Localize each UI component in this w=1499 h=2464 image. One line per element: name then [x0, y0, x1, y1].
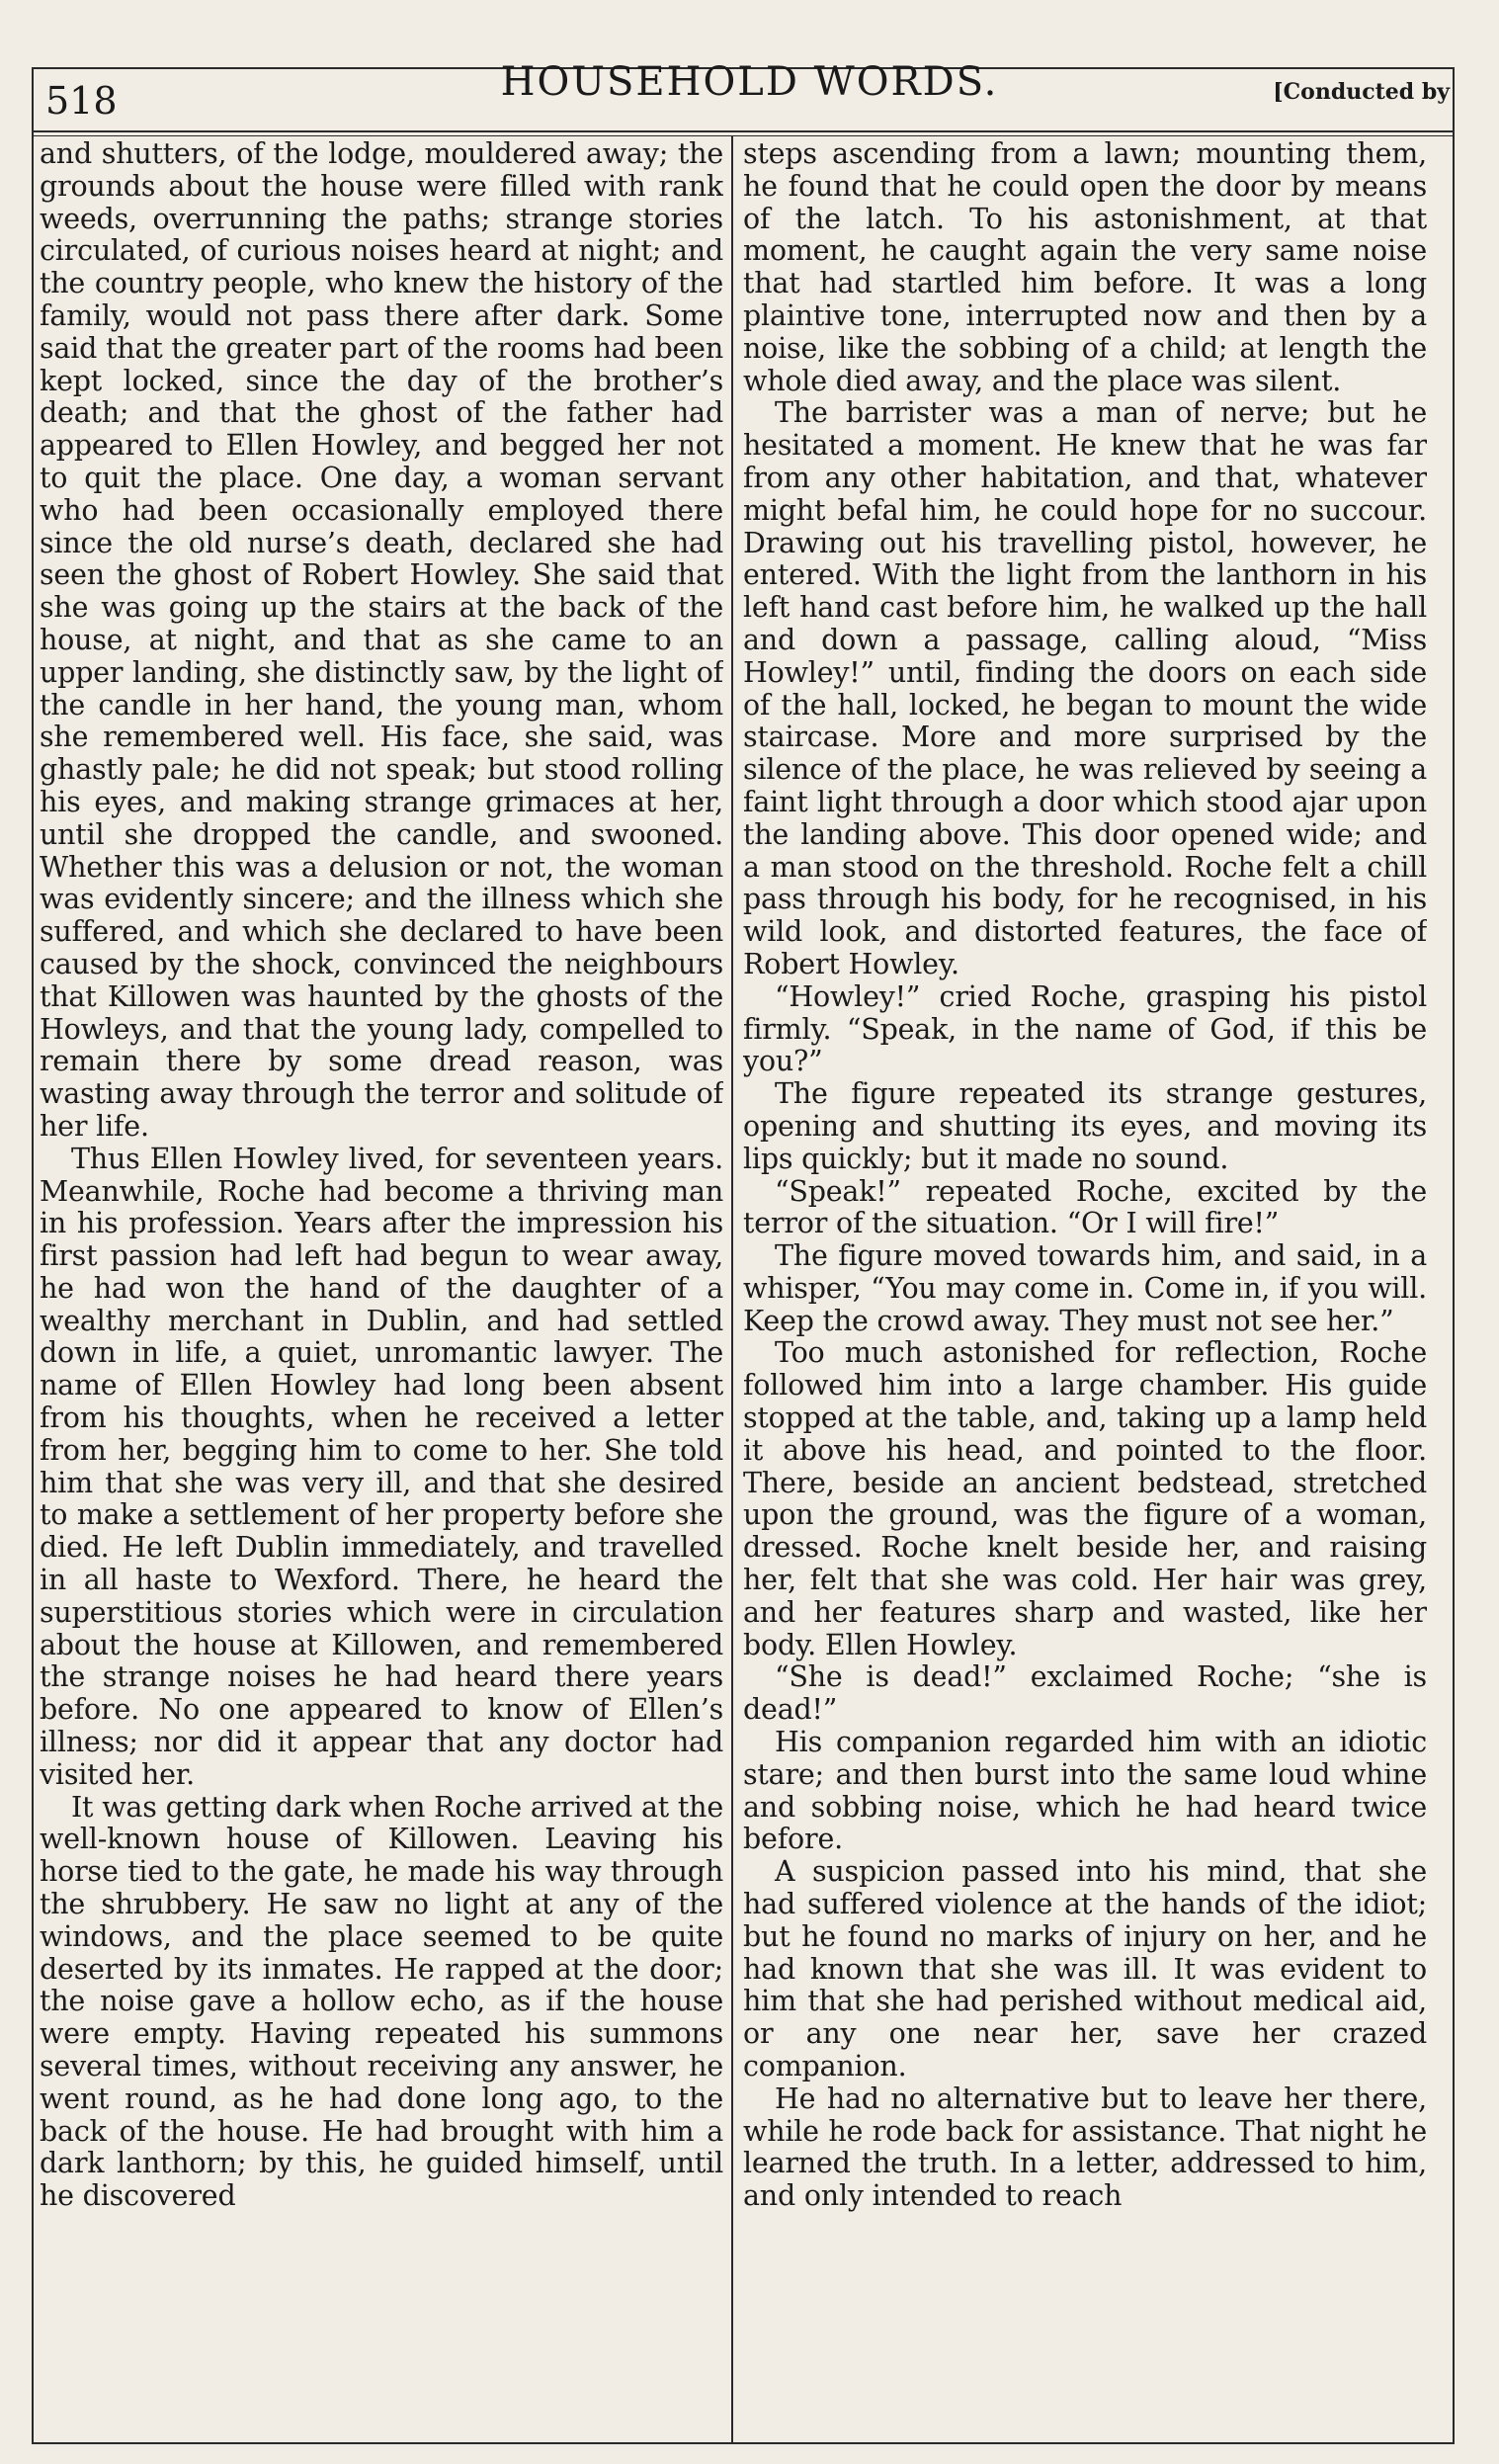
left-column — [40, 138, 723, 2441]
paragraph: steps ascending from a lawn; mounting them, he found that he could open the door by means of the latch. To his astonishment, at that moment, he caught again the very same noise that had startled him before. It was a long plaintive tone, interrupted now and then by a noise, like the sobbing of a child; at length the whole died away, and the place was silent. — [743, 138, 1427, 397]
paragraph: and shutters, of the lodge, mouldered away; the grounds about the house were filled with rank weeds, overrunning the paths; strange stories circulated, of curious noises heard at night; and the country people, who knew the history of the family, would not pass there after dark. Some said that the greater part of the rooms had been kept locked, since the day of the brother’s death; and that the ghost of the father had appeared to Ellen Howley, and begged her not to quit the place. One day, a woman servant who had been occasionally employed there since the old nurse’s death, declared she had seen the ghost of Robert Howley. She said that she was going up the stairs at the back of the house, at night, and that as she came to an upper landing, she distinctly saw, by the light of the candle in her hand, the young man, whom she remembered well. His face, she said, was ghastly pale; he did not speak; but stood rolling his eyes, and making strange grimaces at her, until she dropped the candle, and swooned. Whether this was a delusion or not, the woman was evidently sincere; and the illness which she suffered, and which she declared to have been caused by the shock, convinced the neighbours that Killowen was haunted by the ghosts of the Howleys, and that the young lady, compelled to remain there by some dread reason, was wasting away through the terror and solitude of her life. — [40, 138, 723, 1143]
header-rule — [32, 130, 1455, 136]
paragraph: Too much astonished for reflection, Roche followed him into a large chamber. His guide stopped at the table, and, taking up a lamp held it above his head, and pointed to the floor. There, beside an ancient bedstead, stretched upon the ground, was the figure of a woman, dressed. Roche knelt beside her, and raising her, felt that she was cold. Her hair was grey, and her features sharp and wasted, like her body. Ellen Howley. — [743, 1336, 1427, 1661]
page-number: 518 — [45, 79, 118, 123]
page-title: HOUSEHOLD WORDS. — [500, 59, 999, 105]
paragraph: A suspicion passed into his mind, that she had suffered violence at the hands of the idiot; but he found no marks of injury on her, and he had known that she was ill. It was evident to him that she had perished without medical aid, or any one near her, save her crazed companion. — [743, 1855, 1427, 2083]
right-column — [743, 138, 1427, 2441]
paragraph: The figure repeated its strange gestures, opening and shutting its eyes, and moving its lips quickly; but it made no sound. — [743, 1077, 1427, 1175]
paragraph: His companion regarded him with an idiotic stare; and then burst into the same loud whine and sobbing noise, which he had heard twice before. — [743, 1726, 1427, 1856]
paragraph: It was getting dark when Roche arrived at the well-known house of Killowen. Leaving his horse tied to the gate, he made his way through the shrubbery. He saw no light at any of the windows, and the place seemed to be quite deserted by its inmates. He rapped at the door; the noise gave a hollow echo, as if the house were empty. Having repeated his summons several times, without receiving any answer, he went round, as he had done long ago, to the back of the house. He had brought with him a dark lanthorn; by this, he guided himself, until he discovered — [40, 1790, 723, 2213]
paragraph: Thus Ellen Howley lived, for seventeen years. Meanwhile, Roche had become a thriving man in his profession. Years after the impression his first passion had left had begun to wear away, he had won the hand of the daughter of a wealthy merchant in Dublin, and had settled down in life, a quiet, unromantic lawyer. The name of Ellen Howley had long been absent from his thoughts, when he received a letter from her, begging him to come to her. She told him that she was very ill, and that she desired to make a settlement of her property before she died. He left Dublin immediately, and travelled in all haste to Wexford. There, he heard the superstitious stories which were in circulation about the house at Killowen, and remembered the strange noises he had heard there years before. No one appeared to know of Ellen’s illness; nor did it appear that any doctor had visited her. — [40, 1142, 723, 1791]
paragraph: “Speak!” repeated Roche, excited by the terror of the situation. “Or I will fire!” — [743, 1174, 1427, 1240]
paragraph: The figure moved towards him, and said, in a whisper, “You may come in. Come in, if you will. Keep the crowd away. They must not see her.” — [743, 1239, 1427, 1337]
column-divider — [731, 136, 733, 2444]
header-note: [Conducted by — [1273, 79, 1450, 105]
paragraph: The barrister was a man of nerve; but he hesitated a moment. He knew that he was far from any other habitation, and that, whatever might befal him, he could hope for no succour. Drawing out his travelling pistol, however, he entered. With the light from the lanthorn in his left hand cast before him, he walked up the hall and down a passage, calling aloud, “Miss Howley!” until, finding the doors on each side of the hall, locked, he began to mount the wide staircase. More and more surprised by the silence of the place, he was relieved by seeing a faint light through a door which stood ajar upon the landing above. This door opened wide; and a man stood on the threshold. Roche felt a chill pass through his body, for he recognised, in his wild look, and distorted features, the face of Robert Howley. — [743, 396, 1427, 980]
paragraph: “She is dead!” exclaimed Roche; “she is dead!” — [743, 1660, 1427, 1727]
paragraph: He had no alternative but to leave her there, while he rode back for assistance. That night he learned the truth. In a letter, addressed to him, and only intended to reach — [743, 2082, 1427, 2213]
paragraph: “Howley!” cried Roche, grasping his pistol firmly. “Speak, in the name of God, if this be you?” — [743, 979, 1427, 1078]
